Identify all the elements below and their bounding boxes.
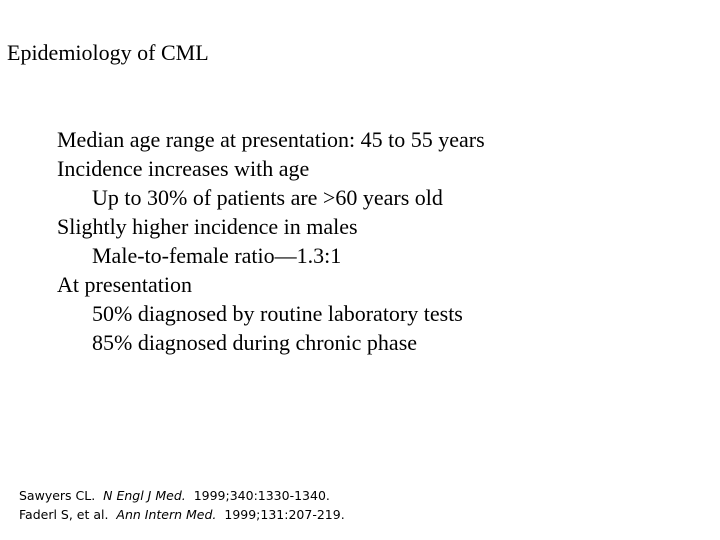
sub-bullet-chronic-phase: 85% diagnosed during chronic phase (92, 330, 418, 355)
reference-1-citation: 1999;340:1330-1340. (193, 488, 330, 503)
reference-1-authors: Sawyers CL. (19, 488, 96, 503)
bullet-list (0, 125, 720, 357)
bullet-median-age: Median age range at presentation: 45 to 55 years (57, 127, 485, 152)
slide-title: Epidemiology of CML (7, 40, 209, 65)
reference-1-journal: N Engl J Med. (103, 488, 186, 503)
bullet-at-presentation: At presentation (57, 272, 193, 297)
reference-2 (19, 505, 345, 524)
reference-2-authors: Faderl S, et al. (19, 507, 109, 522)
sub-bullet-sex-ratio: Male-to-female ratio—1.3:1 (92, 243, 342, 268)
bullet-incidence-age: Incidence increases with age (57, 156, 310, 181)
reference-1 (19, 486, 345, 505)
references (19, 486, 345, 524)
sub-bullet-over-60: Up to 30% of patients are >60 years old (92, 185, 443, 210)
bullet-males: Slightly higher incidence in males (57, 214, 358, 239)
sub-bullet-routine-tests: 50% diagnosed by routine laboratory tests (92, 301, 463, 326)
reference-2-journal: Ann Intern Med. (116, 507, 217, 522)
reference-2-citation: 1999;131:207-219. (224, 507, 345, 522)
